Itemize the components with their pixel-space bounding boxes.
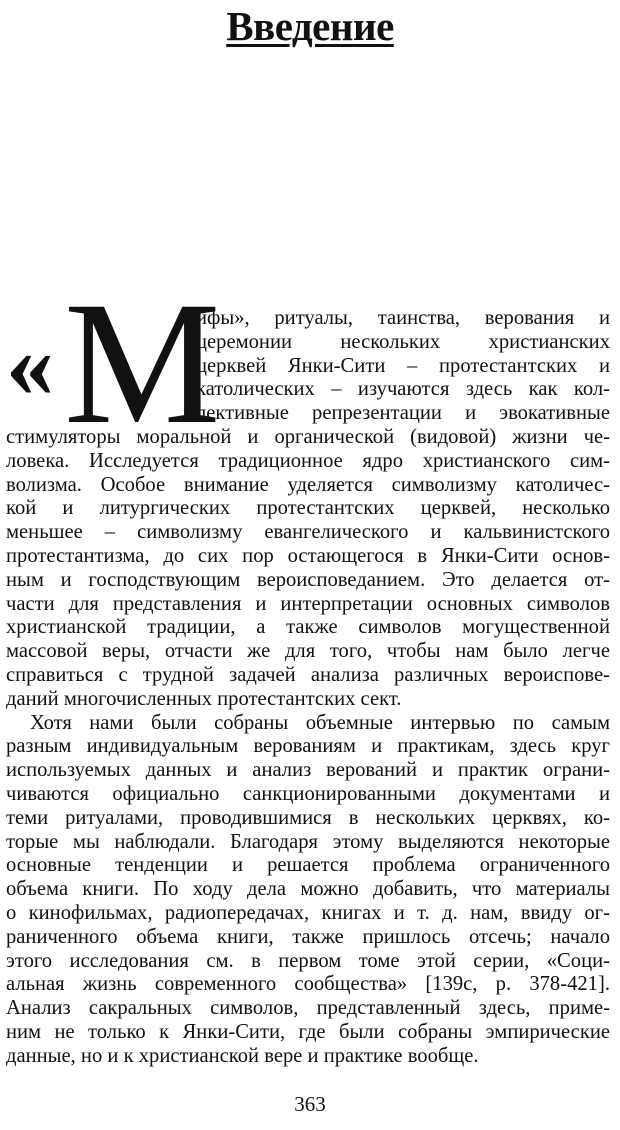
text-line: справиться с трудной задачей анализа различных вероиспове-	[6, 664, 610, 686]
text-line: теми ритуалами, проводившимися в нескольких церквях, ко-	[6, 806, 610, 829]
text-line: о кинофильмах, радиопередачах, книгах и т. д. нам, ввиду ог-	[6, 902, 610, 924]
text-line: чиваются официально санкционированными документами и	[6, 783, 610, 805]
text-line: торые мы наблюдали. Благодаря этому выделяются некоторые	[6, 830, 610, 853]
page-number: 363	[294, 1092, 326, 1116]
text-line: альная жизнь современного сообщества» [139c, p. 378-421].	[6, 973, 610, 996]
text-line: лективные репрезентации и эвокативные	[196, 402, 610, 425]
text-line: ним не только к Янки-Сити, где были собраны эмпирические	[6, 1021, 610, 1043]
text-line: Хотя нами были собраны объемные интервью по самым	[30, 711, 610, 734]
text-line: части для представления и интерпретации основных символов	[6, 592, 610, 615]
text-line: ифы», ритуалы, таинства, верования и	[196, 307, 610, 329]
text-line: разным индивидуальным верованиям и практикам, здесь круг	[6, 735, 610, 758]
text-line: ловека. Исследуется традиционное ядро христианского сим-	[6, 449, 610, 472]
drop-cap-letter: М	[64, 266, 221, 461]
text-line: кой и литургических протестантских церквей, несколько	[6, 497, 610, 520]
text-line: церемонии нескольких христианских	[196, 330, 610, 353]
text-line: церквей Янки-Сити – протестантских и	[196, 354, 610, 377]
text-line: даний многочисленных протестантских сект.	[6, 687, 402, 710]
drop-cap	[6, 266, 221, 461]
text-line: христианской традиции, а также символов могущественной	[6, 616, 610, 639]
text-line: этого исследования см. в первом томе этой серии, «Соци-	[6, 949, 610, 972]
text-line: массовой веры, отчасти же для того, чтобы нам было легче	[6, 640, 610, 663]
text-line: ным и господствующим вероисповеданием. Это делается от-	[6, 568, 610, 591]
text-line: протестантизма, до сих пор остающегося в Янки-Сити основ-	[6, 545, 610, 567]
text-line: стимуляторы моральной и органической (видовой) жизни че-	[6, 426, 610, 448]
text-line: католических – изучаются здесь как кол-	[196, 378, 610, 401]
text-line: раниченного объема книги, также пришлось отсечь; начало	[6, 925, 610, 948]
page-title: Введение	[226, 3, 394, 49]
text-line: используемых данных и анализ верований и практик ограни-	[6, 759, 610, 782]
text-line: волизма. Особое внимание уделяется символизму католичес-	[6, 473, 610, 496]
drop-cap-quote: «	[6, 310, 54, 417]
text-line: данные, но и к христианской вере и практике вообще.	[6, 1044, 479, 1067]
text-line: объема книги. По ходу дела можно добавить, что материалы	[6, 878, 610, 901]
text-line: меньшее – символизму евангелического и кальвинистского	[6, 521, 610, 544]
text-line: основные тенденции и решается проблема ограниченного	[6, 854, 610, 877]
text-line: Анализ сакральных символов, представленный здесь, приме-	[6, 997, 610, 1020]
